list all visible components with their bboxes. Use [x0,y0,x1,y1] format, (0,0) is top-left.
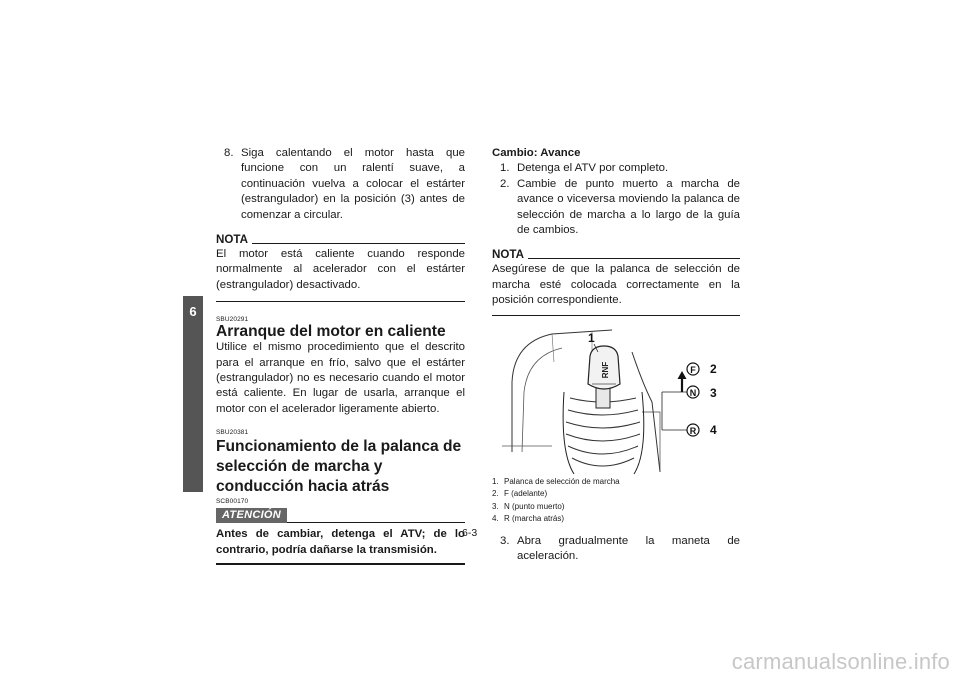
right-column [492,146,740,564]
arrow-up-icon [678,371,687,379]
position-n: N [689,387,697,398]
callout-2: 2 [710,361,717,376]
subheading: Cambio: Avance [492,147,581,159]
step-text: Abra gradualmente la maneta de aceleración. [517,534,740,563]
legend-item: 3. N (punto muerto) [492,501,565,511]
chapter-tab [183,296,203,492]
callout-1: 1 [588,330,595,345]
caution-badge: ATENCIÓN [216,508,287,523]
note-header [492,248,740,262]
note-label: NOTA [216,233,248,247]
caution-header [216,508,465,523]
note-end-rule [216,301,465,302]
note-end-rule [492,315,740,316]
note-rule [528,258,740,259]
caution-code: SCB00170 [216,498,249,506]
callout-4: 4 [710,422,717,437]
shift-lever-illustration [492,322,740,476]
caution-text: Antes de cambiar, detenga el ATV; de lo contrario, podría dañarse la transmisión. [216,528,465,556]
step-number: 8. [224,147,234,159]
chapter-number: 6 [189,304,197,319]
watermark: carmanualsonline.info [731,649,950,674]
section-paragraph: Utilice el mismo procedimiento que el descrito para el arranque en frío, salvo que el estárter (estrangulador) no es necesario cuando el motor está caliente. En lugar de usarla, arranque el motor con el acelerador ligeramente abierto. [216,341,465,415]
callout-3: 3 [710,385,717,400]
note-text: El motor está caliente cuando responde normalmente al acelerador con el estárter (estrangulador) desactivado. [216,248,465,291]
step-8 [216,146,465,223]
legend-item: 4. R (marcha atrás) [492,514,565,524]
step-text: Detenga el ATV por completo. [517,162,669,175]
step-2 [492,177,740,239]
caution-rule [287,522,465,523]
note-text: Asegúrese de que la palanca de selección de marcha esté colocada correctamente en la posición correspondiente. [492,263,740,307]
note-rule [252,243,465,244]
step-3 [492,534,740,565]
section-code: SBU20291 [216,316,249,324]
knob-label: RNF [601,361,610,378]
section-code: SBU20381 [216,429,249,437]
step-text: Siga calentando el motor hasta que funcione con un ralentí suave, a continuación vuelva a colocar el estárter (estrangulador) en la posición (3) antes de comenzar a circular. [241,147,465,221]
section-heading: Arranque del motor en caliente [216,323,446,341]
left-column [216,146,465,565]
step-1 [492,161,740,176]
note-header [216,233,465,247]
step-number: 3. [500,534,510,547]
page-number: 6-3 [462,527,478,539]
note-label: NOTA [492,248,524,262]
position-f: F [690,364,696,375]
shift-lever-figure [492,322,740,476]
step-number: 2. [500,177,510,190]
step-number: 1. [500,162,510,175]
legend-item: 2. F (adelante) [492,489,548,499]
legend-item: 1. Palanca de selección de marcha [492,476,620,486]
step-text: Cambie de punto muerto a marcha de avance o viceversa moviendo la palanca de selección de marcha a lo largo de la guía de cambios. [517,177,740,237]
shift-guide [662,362,717,437]
position-r: R [689,425,697,436]
caution-end-rule [216,563,465,565]
figure-legend [492,476,740,526]
section-heading: Funcionamiento de la palanca de selección de marcha y conducción hacia atrás [216,438,462,496]
